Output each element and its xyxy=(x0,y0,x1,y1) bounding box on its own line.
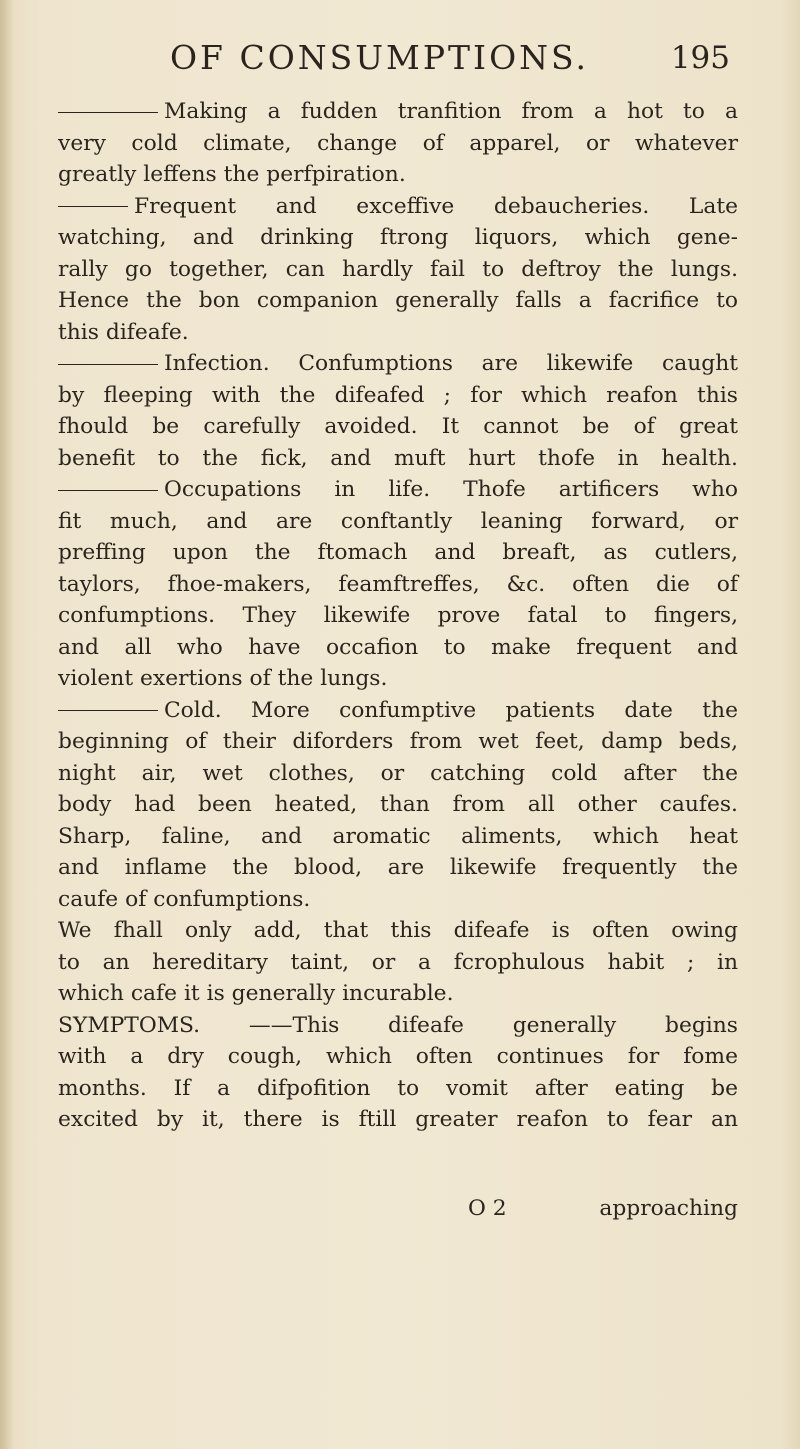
page-gutter-edge xyxy=(0,0,14,1449)
text-line: taylors, fhoe-makers, feamftreffes, &c. often die of xyxy=(58,571,738,597)
text-line: Infection. Confumptions are likewife caught xyxy=(58,348,738,380)
text-line: this difeafe. xyxy=(58,319,189,345)
text-line: benefit to the fick, and muft hurt thofe in health. xyxy=(58,445,738,471)
text-line: We fhall only add, that this difeafe is often owing xyxy=(58,918,738,943)
text-line: Making a fudden tranfition from a hot to a xyxy=(58,96,738,128)
text-line: confumptions. They likewife prove fatal to fingers, xyxy=(58,603,738,628)
em-rule xyxy=(58,710,158,711)
signature-mark: O 2 xyxy=(468,1196,507,1221)
em-rule xyxy=(58,364,158,365)
text-line: rally go together, can hardly fail to deftroy the lungs. xyxy=(58,256,738,282)
em-rule xyxy=(58,112,158,113)
text-line: months. If a difpofition to vomit after eating be xyxy=(58,1075,738,1101)
catchword: approaching xyxy=(599,1196,738,1221)
text-line: and inflame the blood, are likewife frequently the xyxy=(58,855,738,880)
text-line: to an hereditary taint, or a fcrophulous habit ; in xyxy=(58,949,738,975)
text-line: beginning of their diforders from wet feet, damp beds, xyxy=(58,729,738,754)
text-line: fit much, and are conftantly leaning forward, or xyxy=(58,508,738,534)
text-line: and all who have occafion to make frequent and xyxy=(58,634,738,660)
em-rule xyxy=(58,206,128,207)
text-line: by fleeping with the difeafed ; for which reafon this xyxy=(58,382,738,408)
text-line: very cold climate, change of apparel, or whatever xyxy=(58,130,738,156)
page-header xyxy=(170,38,730,88)
text-line: fhould be carefully avoided. It cannot be of great xyxy=(58,414,738,439)
text-line: with a dry cough, which often continues for fome xyxy=(58,1044,738,1069)
text-line: Sharp, faline, and aromatic aliments, which heat xyxy=(58,823,738,849)
running-title: OF CONSUMPTIONS. xyxy=(170,38,589,77)
em-rule xyxy=(58,490,158,491)
text-line: night air, wet clothes, or catching cold after the xyxy=(58,760,738,786)
text-line: violent exertions of the lungs. xyxy=(58,666,388,691)
text-line: caufe of confumptions. xyxy=(58,886,311,912)
text-line: preffing upon the ftomach and breaft, as cutlers, xyxy=(58,540,738,565)
text-line: Frequent and exceffive debaucheries. Late xyxy=(58,191,738,223)
text-line: watching, and drinking ftrong liquors, which gene- xyxy=(58,225,738,250)
page-footer xyxy=(58,1196,738,1230)
text-line: greatly leffens the perfpiration. xyxy=(58,162,406,187)
text-line: Occupations in life. Thofe artificers who xyxy=(58,474,738,506)
text-line: SYMPTOMS. ——This difeafe generally begins xyxy=(58,1012,738,1038)
text-line: Cold. More confumptive patients date the xyxy=(58,695,738,727)
text-line: excited by it, there is ftill greater reafon to fear an xyxy=(58,1107,738,1132)
text-line: which cafe it is generally incurable. xyxy=(58,981,454,1006)
page-number: 195 xyxy=(670,40,730,76)
body-text xyxy=(58,96,738,1136)
text-line: Hence the bon companion generally falls a facrifice to xyxy=(58,288,738,313)
text-line: body had been heated, than from all other caufes. xyxy=(58,792,738,817)
